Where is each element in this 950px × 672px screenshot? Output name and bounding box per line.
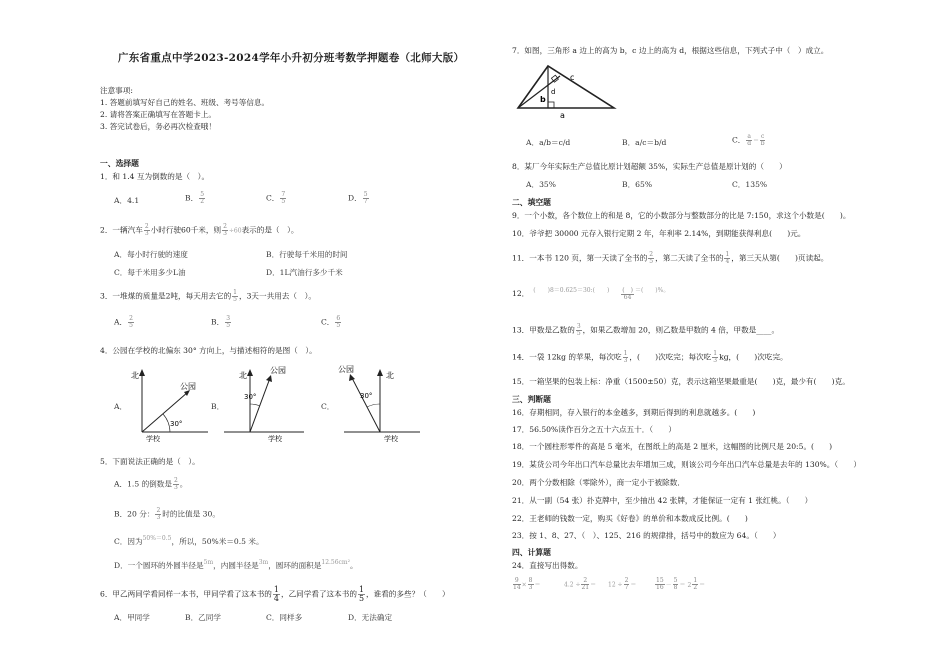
q7-option-b[interactable]: B．a/c＝b/d xyxy=(622,138,667,147)
question-12: 12． $^{( )8=0.625=30:( )}$ $\frac{( )}{64}$ ＝( )%。 xyxy=(512,286,670,301)
q4-option-a[interactable]: A． xyxy=(114,402,128,411)
north-label: 北 xyxy=(386,371,394,380)
side-c-label: c xyxy=(570,73,575,82)
question-23: 23．按 1、8、27、（ ）、125、216 的规律排，括号中的数应为 64。（ ） xyxy=(512,531,781,540)
q5-option-d[interactable]: D．一个圆环的外圆半径是$^{5m}$，内圆半径是$^{3m}$，圆环的面积是$^{12.56cm^2}$。 xyxy=(114,559,358,570)
question-19: 19．某货公司今年出口汽车总量比去年增加三成，则该公司今年出口汽车总量是去年的 130%。（ ） xyxy=(512,460,861,469)
question-10: 10．爷爷把 30000 元存入银行定期 2 年，年利率 2.14%，到期能获得利息( )元。 xyxy=(512,229,806,238)
q4-diagram-c xyxy=(330,362,422,444)
q7-option-c[interactable]: C． $\frac{a}{d}$ ＝ $\frac{c}{b}$ xyxy=(732,133,765,147)
q1-option-b[interactable]: B． $\frac{5}{2}$ xyxy=(185,191,205,205)
notice-heading: 注意事项: xyxy=(100,86,133,95)
height-d-label: d xyxy=(551,88,556,96)
question-13: 13．甲数是乙数的 $\frac{3}{5}$ ，如果乙数增加 20，则乙数是甲数的 4 倍，甲数是____。 xyxy=(512,323,780,337)
q3-option-c[interactable]: C． $\frac{6}{5}$ xyxy=(321,315,341,329)
q5-option-b[interactable]: B．20 分： $\frac{2}{3}$ 时的比值是 30。 xyxy=(114,507,220,521)
height-b-label: b xyxy=(540,95,546,104)
q5-option-c[interactable]: C．因为$^{50\%=0.5}$，所以，50%米＝0.5 米。 xyxy=(114,535,264,546)
q1-option-d[interactable]: D． $\frac{5}{7}$ xyxy=(348,191,368,205)
calc-expression-2: 4.2 ÷ $\frac{2}{21}$ ＝ xyxy=(564,577,597,591)
notice-item: 2. 请将答案正确填写在答题卡上。 xyxy=(100,110,216,119)
park-label: 公园 xyxy=(180,382,196,391)
question-7-stem: 7．如图，三角形 a 边上的高为 b，c 边上的高为 d，根据这些信息，下列式子中（ ）成立。 xyxy=(512,46,829,55)
angle-label: 30° xyxy=(170,420,183,428)
q7-triangle-figure xyxy=(514,60,618,122)
q6-option-a[interactable]: A．甲同学 xyxy=(114,613,150,622)
school-label: 学校 xyxy=(384,435,398,443)
q4-option-c[interactable]: C． xyxy=(321,402,335,411)
question-21: 21．从一副（54 张）扑克牌中，至少抽出 42 张牌，才能保证一定有 1 张红桃。（ ） xyxy=(512,496,813,505)
calc-expression-3: 12 ÷ $\frac{2}{7}$ ＝ xyxy=(608,577,637,591)
angle-label: 30° xyxy=(244,393,257,401)
question-3-stem: 3．一堆煤的质量是2吨，每天用去它的 $\frac{1}{5}$ ，3天一共用去（ ）。 xyxy=(100,289,316,303)
question-15: 15．一箱坚果的包装上标：净重（1500±50）克，表示这箱坚果最重是( )克，最少有( )克。 xyxy=(512,377,850,386)
question-22: 22．王老师的钱数一定，购买《好卷》的单价和本数成反比例。( ) xyxy=(512,514,748,523)
school-label: 学校 xyxy=(146,435,160,443)
q3-option-b[interactable]: B． $\frac{3}{5}$ xyxy=(211,315,231,329)
q6-option-d[interactable]: D．无法确定 xyxy=(348,613,393,622)
question-8-stem: 8．某厂今年实际生产总值比原计划超额 35%，实际生产总值是原计划的（ ） xyxy=(512,162,787,171)
question-5-stem: 5．下面说法正确的是（ ）。 xyxy=(100,457,200,466)
section-heading-fill: 二、填空题 xyxy=(512,198,551,207)
question-18: 18．一个圆柱形零件的高是 5 毫米，在图纸上的高是 2 厘米，这幅图的比例尺是 20:5。( ) xyxy=(512,442,833,451)
q1-option-a[interactable]: A．4.1 xyxy=(114,196,140,205)
q7-option-a[interactable]: A．a/b＝c/d xyxy=(526,138,571,147)
angle-label: 30° xyxy=(360,392,373,400)
q3-option-a[interactable]: A． $\frac{2}{5}$ xyxy=(114,315,133,329)
question-11: 11．一本书 120 页，第一天读了全书的 $\frac{2}{5}$ ，第二天读了全书的 $\frac{1}{4}$ ，第三天从第( )页读起。 xyxy=(512,251,829,265)
school-label: 学校 xyxy=(268,435,282,443)
q2-option-d[interactable]: D．1L汽油行多少千米 xyxy=(266,268,343,277)
q2-option-c[interactable]: C．每千米用多少L油 xyxy=(114,268,186,277)
q4-diagram-a xyxy=(122,362,214,444)
q5-option-a[interactable]: A．1.5 的倒数是 $\frac{2}{3}$ 。 xyxy=(114,477,188,491)
q6-option-b[interactable]: B．乙同学 xyxy=(185,613,221,622)
notice-item: 3. 答完试卷后，务必再次检查哦！ xyxy=(100,122,216,131)
calc-expression-1: $\frac{9}{14}$ × $\frac{8}{3}$ ＝ xyxy=(513,577,541,591)
question-6-stem: 6．甲乙两同学看同样一本书，甲同学看了这本书的 $\frac{1}{4}$ ，乙同学看了这本书的 $\frac{1}{5}$ ，谁看的多些？（ ） xyxy=(100,585,450,603)
q8-option-a[interactable]: A．35% xyxy=(526,180,556,189)
q2-option-b[interactable]: B．行驶每千米用的时间 xyxy=(266,250,348,259)
side-a-label: a xyxy=(560,111,565,120)
question-4-stem: 4．公园在学校的北偏东 30° 方向上，与描述相符的是图（ ）。 xyxy=(100,346,317,355)
question-2-stem: 2．一辆汽车 $\frac{2}{3}$ 小时行驶60千米，则 $\frac{2}{3}$ ÷60表示的是（ ）。 xyxy=(100,223,299,237)
north-label: 北 xyxy=(131,371,139,380)
question-1-stem: 1．和 1.4 互为倒数的是（ ）。 xyxy=(100,172,210,181)
section-heading-choice: 一、选择题 xyxy=(100,159,139,168)
question-24-stem: 24．直接写出得数。 xyxy=(512,561,583,570)
north-label: 北 xyxy=(239,371,247,380)
notice-item: 1. 答题前填写好自己的姓名、班级、考号等信息。 xyxy=(100,98,270,107)
question-17: 17．56.50%读作百分之五十六点五十．（ ） xyxy=(512,425,676,434)
question-16: 16．存期相同，存入银行的本金越多，到期后得到的利息就越多。( ) xyxy=(512,408,756,417)
section-heading-calc: 四、计算题 xyxy=(512,548,551,557)
q4-diagram-b xyxy=(220,362,312,444)
q8-option-b[interactable]: B．65% xyxy=(622,180,653,189)
question-14: 14．一袋 12kg 的苹果，每次吃 $\frac{1}{3}$ ，( )次吃完；每次吃 $\frac{1}{3}$ kg，( )次吃完。 xyxy=(512,350,788,364)
question-20: 20．两个分数相除（零除外），商一定小于被除数． xyxy=(512,478,685,487)
section-heading-judge: 三、判断题 xyxy=(512,395,551,404)
q8-option-c[interactable]: C．135% xyxy=(732,180,768,189)
question-9: 9．一个小数，各个数位上的和是 8，它的小数部分与整数部分的比是 7:150，求这个小数是( )。 xyxy=(512,211,851,220)
q1-option-c[interactable]: C． $\frac{7}{5}$ xyxy=(266,191,286,205)
q6-option-c[interactable]: C．同样多 xyxy=(266,613,303,622)
park-label: 公园 xyxy=(338,365,354,374)
q4-option-b[interactable]: B． xyxy=(211,402,225,411)
q2-option-a[interactable]: A．每小时行驶的速度 xyxy=(114,250,188,259)
park-label: 公园 xyxy=(270,366,286,375)
calc-expression-4: $\frac{15}{16}$ － $\frac{5}{8}$ ＝ 2 $\frac{1}{2}$ ＝ xyxy=(656,577,706,591)
page-title: 广东省重点中学2023-2024学年小升初分班考数学押题卷（北师大版） xyxy=(118,52,465,64)
